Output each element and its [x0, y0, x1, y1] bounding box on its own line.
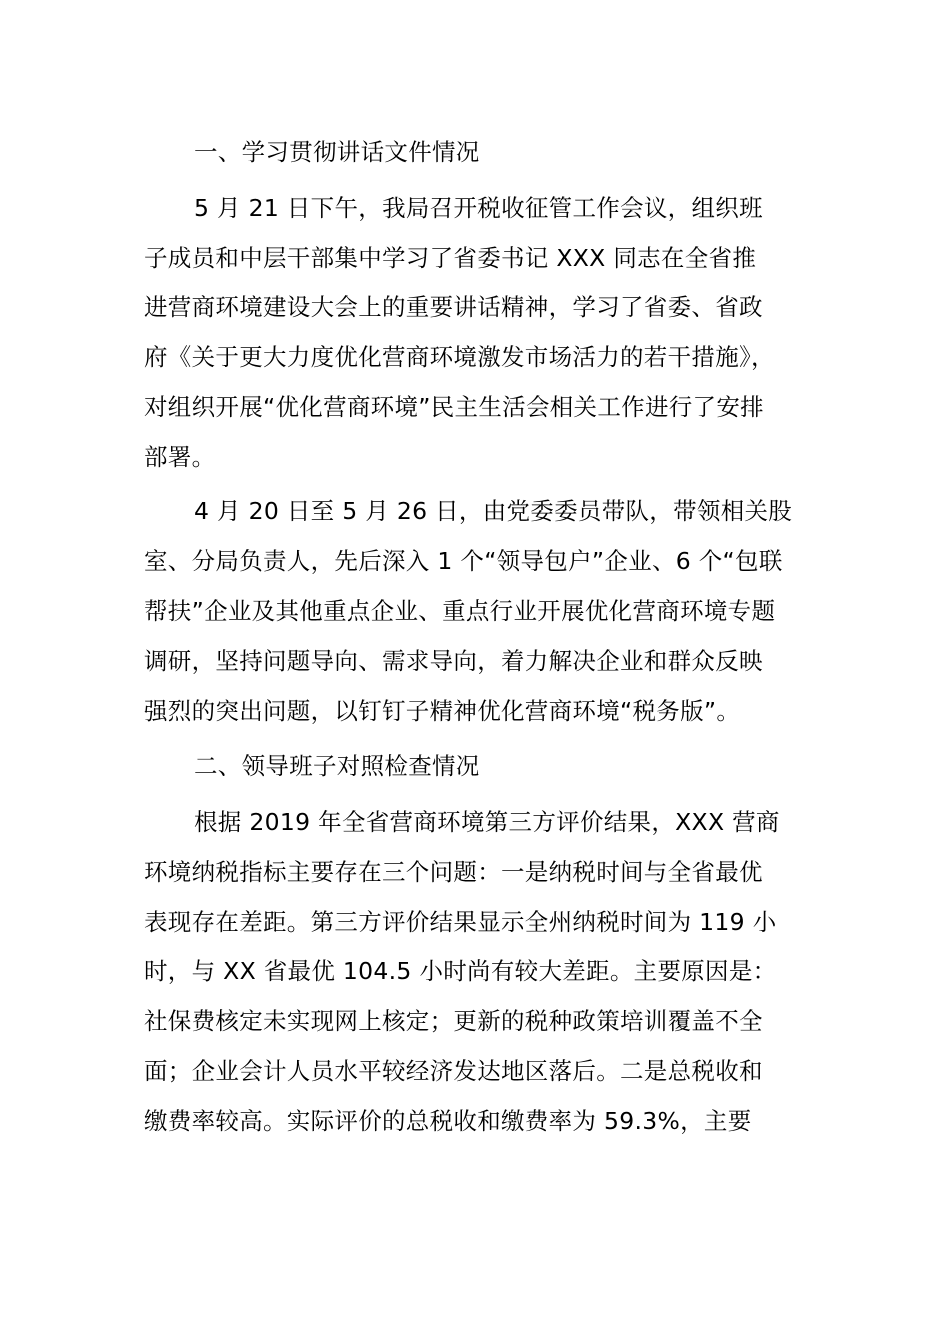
- section-heading-1: 一、学习贯彻讲话文件情况: [194, 138, 480, 166]
- paragraph-line: 时，与 XX 省最优 104.5 小时尚有较大差距。主要原因是：: [144, 957, 777, 985]
- paragraph-line: 根据 2019 年全省营商环境第三方评价结果，XXX 营商: [194, 808, 780, 836]
- paragraph-line: 府《关于更大力度优化营商环境激发市场活力的若干措施》，: [144, 343, 775, 371]
- paragraph-line: 表现存在差距。第三方评价结果显示全州纳税时间为 119 小: [144, 908, 777, 936]
- paragraph-line: 环境纳税指标主要存在三个问题：一是纳税时间与全省最优: [144, 858, 763, 886]
- paragraph-line: 室、分局负责人，先后深入 1 个“领导包户”企业、6 个“包联: [144, 547, 783, 575]
- paragraph-line: 部署。: [144, 443, 216, 471]
- paragraph-line: 4 月 20 日至 5 月 26 日，由党委委员带队，带领相关股: [194, 497, 793, 525]
- paragraph-line: 对组织开展“优化营商环境”民主生活会相关工作进行了安排: [144, 393, 764, 421]
- paragraph-line: 5 月 21 日下午，我局召开税收征管工作会议，组织班: [194, 194, 763, 222]
- paragraph-line: 帮扶”企业及其他重点企业、重点行业开展优化营商环境专题: [144, 597, 776, 625]
- paragraph-line: 进营商环境建设大会上的重要讲话精神，学习了省委、省政: [144, 293, 763, 321]
- paragraph-line: 子成员和中层干部集中学习了省委书记 XXX 同志在全省推: [144, 244, 757, 272]
- paragraph-line: 调研，坚持问题导向、需求导向，着力解决企业和群众反映: [144, 647, 763, 675]
- section-heading-2: 二、领导班子对照检查情况: [194, 752, 480, 780]
- paragraph-line: 强烈的突出问题，以钉钉子精神优化营商环境“税务版”。: [144, 697, 741, 725]
- paragraph-line: 缴费率较高。实际评价的总税收和缴费率为 59.3%，主要: [144, 1107, 752, 1135]
- paragraph-line: 面；企业会计人员水平较经济发达地区落后。二是总税收和: [144, 1057, 763, 1085]
- paragraph-line: 社保费核定未实现网上核定；更新的税种政策培训覆盖不全: [144, 1007, 763, 1035]
